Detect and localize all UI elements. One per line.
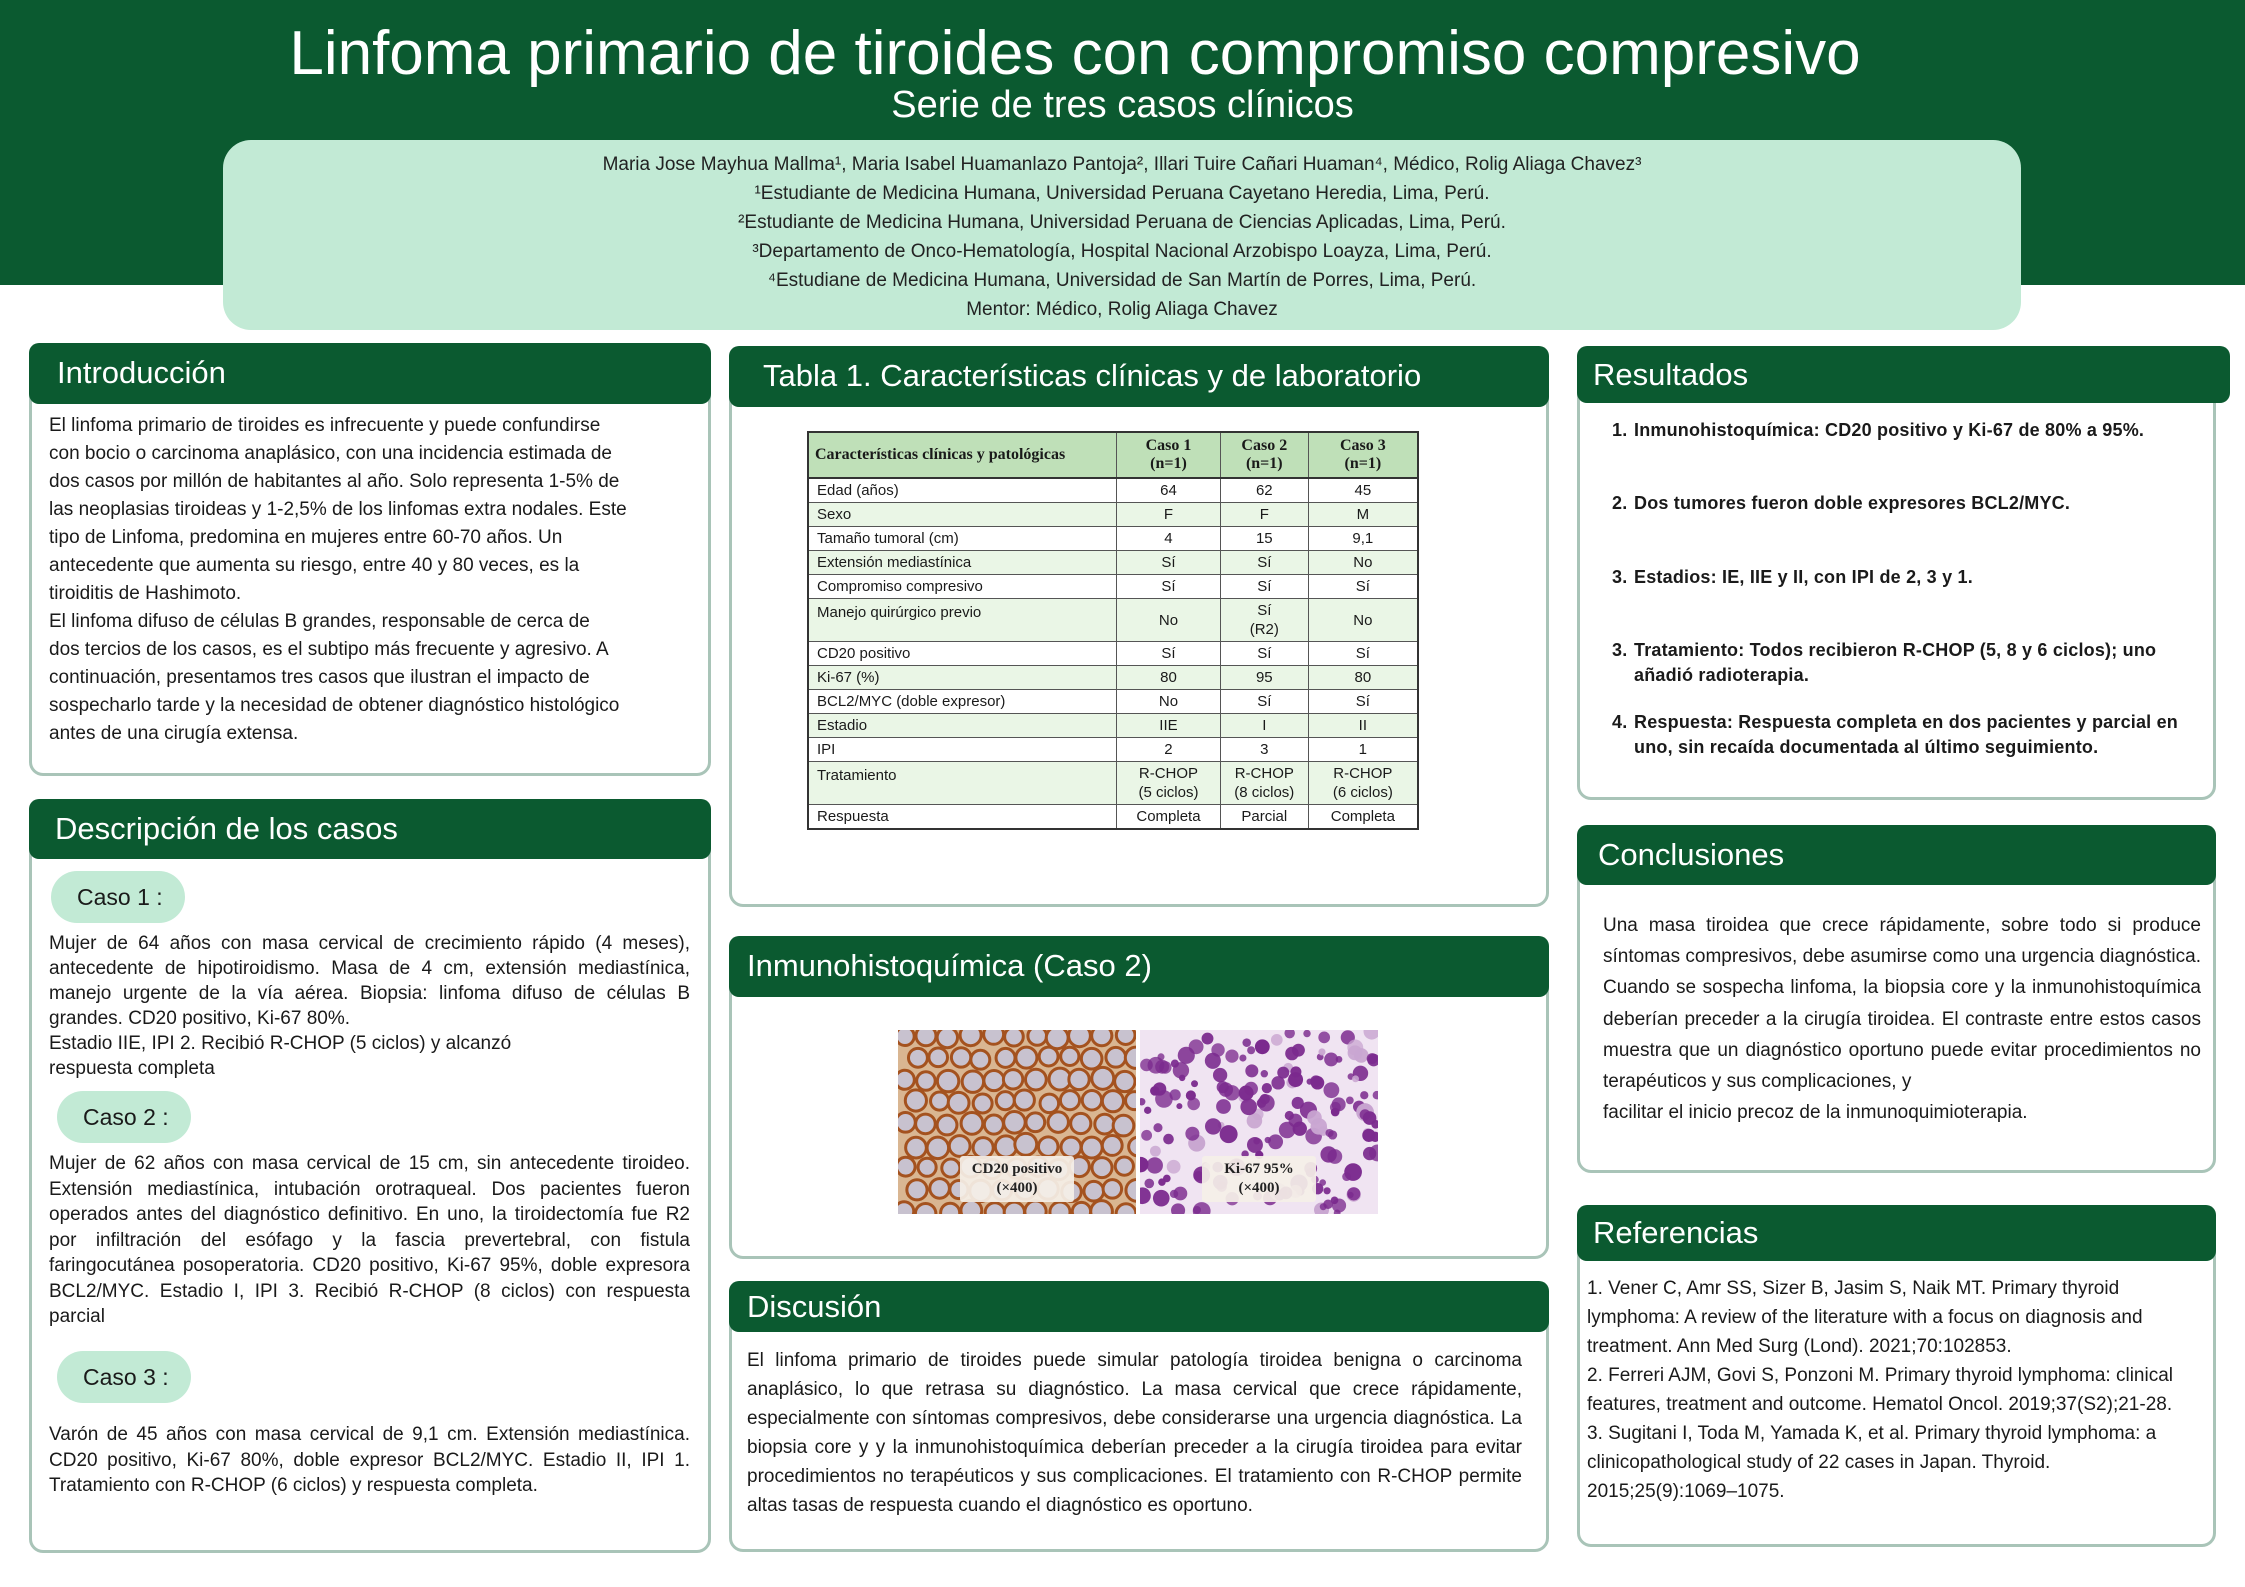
cd20-cell [937,1030,957,1048]
ki67-nucleus [1245,1064,1258,1077]
cd20-cell [898,1113,915,1133]
table-row: Tratamiento R-CHOP (5 ciclos) R-CHOP (8 ciclos) R-CHOP (6 ciclos) [808,762,1418,805]
cd20-cell [1048,1112,1068,1132]
cd20-cell [1040,1094,1059,1113]
ki67-nucleus [1144,1107,1151,1114]
table-col-header: Caso 2 (n=1) [1220,432,1308,478]
poster-subtitle: Serie de tres casos clínicos [891,84,1354,126]
ki67-nucleus [1346,1097,1354,1105]
ki67-nucleus [1147,1157,1163,1173]
cd20-cell [1072,1202,1090,1214]
ki67-nucleus [1360,1109,1371,1120]
affiliation-3: ³Departamento de Onco-Hematología, Hospital Nacional Arzobispo Loayza, Lima, Perú. [752,241,1492,262]
ki67-nucleus [1268,1134,1283,1149]
table-row: Sexo F F M [808,503,1418,527]
cd20-cell [996,1092,1014,1110]
cd20-cell [905,1090,926,1111]
ki67-nucleus [1311,1118,1327,1134]
cd20-cell [898,1202,914,1214]
ki67-nucleus [1293,1121,1307,1135]
cd20-cell [1084,1181,1104,1201]
ki67-nucleus [1167,1160,1181,1174]
table-col-header: Caso 3 (n=1) [1308,432,1418,478]
cd20-cell [916,1030,936,1046]
conclusions-closing-line: facilitar el inicio precoz de la inmunoquimioterapia. [1603,1102,2028,1124]
intro-heading: Introducción [29,343,711,404]
cd20-cell [1092,1067,1114,1089]
ki67-nucleus [1347,1192,1353,1198]
authors-line: Maria Jose Mayhua Mallma¹, Maria Isabel Huamanlazo Pantoja², Illari Tuire Cañari Huaman⁴, Médico, Rolig Aliaga Chavez³ [602,154,1642,175]
conclusions-paragraph: Una masa tiroidea que crece rápidamente, sobre todo si produce síntomas compresivos, debe asumirse como una urgencia diagnóstica. Cuando se sospecha linfoma, la biopsia core y la inmunohistoquímica deberían preceder a la cirugía tiroidea. El contraste entre estos casos muestra que un diagnóstico oportuno puede evitar procedimientos no terapéuticos y sus complicaciones, y [1603,915,2201,1093]
intro-line: El linfoma difuso de células B grandes, responsable de cerca de [49,611,590,632]
cases-heading: Descripción de los casos [29,799,711,859]
ki67-nucleus [1292,1044,1305,1057]
cd20-cell [1025,1069,1046,1090]
cd20-cell [1102,1136,1122,1156]
discussion-heading: Discusión [729,1281,1549,1332]
intro-line: antecedente que aumenta su riesgo, entre 40 y 80 veces, es la [49,555,580,576]
ki67-micrograph [1140,1030,1378,1214]
reference-item: 2. Ferreri AJM, Govi S, Ponzoni M. Primary thyroid lymphoma: clinical features, treatment and outcome. Hematol Oncol. 2019;37(S2);21-28. [1587,1365,2174,1415]
caso-1-pill: Caso 1 : [51,871,185,923]
table-row: Extensión mediastínica Sí Sí No [808,551,1418,575]
caso-1-line-2: Estadio IIE, IPI 2. Recibió R-CHOP (5 ciclos) y alcanzó [49,1033,512,1054]
cd20-cell [973,1138,993,1158]
cd20-cell [961,1112,983,1134]
caso-1-paragraph: Mujer de 64 años con masa cervical de crecimiento rápido (4 meses), antecedente de hipotiroidismo. Masa de 4 cm, extensión mediastínica, manejo urgente de la vía aérea. Biopsia: linfoma difuso de células B grandes. CD20 positivo, Ki-67 80%. [49,933,690,1029]
ki67-nucleus [1373,1091,1378,1100]
ki67-nucleus [1176,1103,1182,1109]
ihc-heading: Inmunohistoquímica (Caso 2) [729,936,1549,997]
ki67-nucleus [1318,1048,1325,1055]
table-row: BCL2/MYC (doble expresor) No Sí Sí [808,690,1418,714]
ki67-nucleus [1216,1099,1231,1114]
cd20-cell [1016,1047,1037,1068]
table-row: Compromiso compresivo Sí Sí Sí [808,575,1418,599]
cd20-cell [984,1070,1004,1090]
ki67-nucleus [1141,1130,1152,1141]
ki67-nucleus [1330,1102,1341,1113]
cd20-cell [1126,1092,1136,1110]
cd20-cell [962,1071,983,1092]
cd20-cell [995,1136,1016,1157]
cd20-cell [1050,1202,1070,1214]
table-row: CD20 positivo Sí Sí Sí [808,642,1418,666]
ki67-nucleus [1150,1146,1161,1157]
intro-line: tiroiditis de Hashimoto. [49,583,242,604]
table-row: Estadio IIE I II [808,714,1418,738]
results-item: 3. Estadios: IE, IIE y II, con IPI de 2, 3 y 1. [1612,567,1973,587]
cd20-cell [898,1157,915,1176]
ki67-nucleus [1178,1047,1195,1064]
ki67-nucleus [1239,1086,1254,1101]
cd20-caption-title: CD20 positivo [971,1161,1063,1177]
ki67-nucleus [1319,1179,1326,1186]
cd20-cell [1116,1030,1135,1044]
intro-line: sospecharlo tarde y la necesidad de obtener diagnóstico histológico [49,695,620,716]
cd20-cell [1125,1047,1136,1068]
ki67-nucleus [1163,1134,1174,1145]
ki67-nucleus [1277,1067,1289,1079]
ki67-nucleus [1155,1090,1173,1108]
affiliation-4: ⁴Estudiane de Medicina Humana, Universidad de San Martín de Porres, Lima, Perú. [767,270,1477,291]
cd20-cell [984,1115,1003,1134]
cd20-cell [898,1030,914,1045]
intro-text [49,412,699,748]
references-heading: Referencias [1577,1205,2216,1261]
ki67-nucleus [1219,1082,1234,1097]
caso-2-text: Mujer de 62 años con masa cervical de 15 cm, sin antecedente tiroideo. Extensión mediastínica, intubación orotraqueal. Dos pacientes fueron operados antes del diagnóstico definitivo. En uno, la tiroidectomía fue R2 por infiltración del esófago y la fascia prevertebral, con fistula faringocutánea posoperatoria. CD20 positivo, Ki-67 95%, doble expresora BCL2/MYC. Estadio I, IPI 3. Recibió R-CHOP (8 ciclos) con respuesta parcial [49,1153,690,1327]
ki67-nucleus [1193,1206,1201,1214]
ki67-nucleus [1239,1054,1246,1061]
ki67-nucleus [1271,1034,1283,1046]
cd20-cell [1113,1115,1134,1136]
ki67-nucleus [1352,1075,1359,1082]
discussion-text: El linfoma primario de tiroides puede simular patología tiroidea benigna o carcinoma anaplásico, lo que retrasa su diagnóstico. La masa cervical que crece rápidamente, especialmente con síntomas compresivos, debe considerarse una urgencia diagnóstica. La biopsia core y y la inmunohistoquímica deberían preceder a la cirugía tiroidea para evitar procedimientos no terapéuticos y sus complicaciones. El tratamiento con R-CHOP permite altas tasas de respuesta cuando el diagnóstico es oportuno. [747,1350,1522,1516]
intro-line: las neoplasias tiroideas y 1-2,5% de los linfomas extra nodales. Este [49,499,627,520]
intro-line: El linfoma primario de tiroides es infrecuente y puede confundirse [49,415,601,436]
ki67-nucleus [1247,1046,1255,1054]
cd20-cell [908,1048,927,1067]
cd20-cell [916,1114,936,1134]
cd20-cell [1061,1047,1079,1065]
ki67-nucleus [1144,1179,1154,1189]
cd20-caption [960,1156,1074,1202]
ki67-nucleus [1140,1187,1151,1204]
reference-item: 1. Vener C, Amr SS, Sizer B, Jasim S, Naik MT. Primary thyroid lymphoma: A review of the literature with a focus on diagnosis and treatment. Ann Med Surg (Lond). 2021;70:102853. [1587,1278,2143,1357]
ki67-nucleus [1320,1146,1336,1162]
cd20-cell [1095,1114,1115,1134]
ki67-nucleus [1362,1129,1375,1142]
cd20-cell [985,1203,1004,1214]
cd20-cell [960,1030,981,1046]
cd20-cell [937,1070,958,1091]
caso-2-pill: Caso 2 : [57,1091,191,1143]
cd20-cell [1092,1030,1112,1046]
ki67-nucleus [1323,1199,1333,1209]
caso-3-pill: Caso 3 : [57,1351,191,1403]
intro-line: dos tercios de los casos, es el subtipo más frecuente y agresivo. A [49,639,609,660]
ki67-nucleus [1240,1099,1257,1116]
conclusions-heading: Conclusiones [1577,825,2216,885]
ki67-nucleus [1323,1082,1339,1098]
affiliation-1: ¹Estudiante de Medicina Humana, Universidad Peruana Cayetano Heredia, Lima, Perú. [754,183,1490,204]
cd20-cell [1129,1137,1136,1156]
results-item: 2. Dos tumores fueron doble expresores BCL2/MYC. [1612,493,2071,513]
results-item: 3. Tratamiento: Todos recibieron R-CHOP (5, 8 y 6 ciclos); uno añadió radioterapia. [1612,640,2157,685]
cd20-cell [942,1159,960,1177]
ki67-nucleus [1191,1080,1198,1087]
table-col-header: Características clínicas y patológicas [808,432,1117,478]
cd20-cell [1116,1204,1136,1214]
ki67-nucleus [1148,1057,1165,1074]
ki67-nucleus [1284,1030,1294,1038]
ki67-nucleus [1347,1040,1363,1056]
cd20-cell [929,1048,948,1067]
cd20-cell [1004,1202,1024,1214]
caso-1-text [49,931,690,1081]
cd20-cell [1060,1091,1079,1110]
table-col-header: Caso 1 (n=1) [1117,432,1221,478]
cd20-cell [973,1094,992,1113]
cd20-cell [1038,1137,1058,1157]
cd20-cell [1081,1137,1102,1158]
caso-3-text: Varón de 45 años con masa cervical de 9,1 cm. Extensión mediastínica. CD20 positivo, Ki-67 80%, doble expresor BCL2/MYC. Estadio II, IPI 1. Tratamiento con R-CHOP (6 ciclos) y respuesta completa. [49,1424,690,1496]
ki67-nucleus [1202,1033,1214,1045]
cd20-cell [1071,1113,1091,1133]
ki67-nucleus [1262,1083,1272,1093]
references-list [1587,1274,2197,1506]
ki67-nucleus [1225,1049,1238,1062]
intro-line: antes de una cirugía extensa. [49,723,299,744]
ki67-caption-title: Ki-67 95% [1224,1161,1294,1177]
intro-line: dos casos por millón de habitantes al año. Solo representa 1-5% de [49,471,620,492]
cd20-caption-magnification: (×400) [996,1180,1038,1196]
ki67-nucleus [1255,1039,1270,1054]
poster-title: Linfoma primario de tiroides con compromiso compresivo [289,19,1861,88]
cd20-cell [1081,1048,1102,1069]
ki67-nucleus [1325,1129,1333,1137]
ki67-nucleus [1140,1098,1145,1105]
cd20-cell [971,1050,990,1069]
ki67-nucleus [1324,1052,1338,1066]
ki67-nucleus [1258,1095,1275,1112]
ki67-nucleus [1171,1060,1179,1068]
table-heading: Tabla 1. Características clínicas y de laboratorio [729,346,1549,407]
cd20-cell [930,1179,950,1199]
caso-1-line-3: respuesta completa [49,1058,215,1079]
intro-line: continuación, presentamos tres casos que ilustran el impacto de [49,667,590,688]
cd20-cell [918,1158,936,1176]
reference-item: 3. Sugitani I, Toda M, Yamada K, et al. Primary thyroid lymphoma: a clinicopathological study of 22 cases in Japan. Thyroid. 2015;25(9):1069–1075. [1587,1423,2157,1502]
ki67-nucleus [1360,1091,1368,1099]
results-item: 4. Respuesta: Respuesta completa en dos pacientes y parcial en uno, sin recaída documentada al último seguimiento. [1612,712,2178,757]
ki67-nucleus [1185,1127,1199,1141]
ki67-nucleus [1153,1190,1170,1207]
cd20-cell [906,1137,927,1158]
cd20-cell [1014,1090,1034,1110]
cd20-cell [949,1136,970,1157]
cd20-cell [927,1137,949,1159]
ki67-nucleus [1220,1125,1238,1143]
ki67-nucleus [1323,1187,1330,1194]
ihc-figure [898,1030,1380,1214]
conclusions-text [1603,910,2201,1128]
authors-box [223,140,2021,330]
table-row: Tamaño tumoral (cm) 4 15 9,1 [808,527,1418,551]
table-row: Manejo quirúrgico previo No Sí (R2) No [808,599,1418,642]
cd20-cell [1004,1112,1026,1134]
ki67-nucleus [1205,1053,1221,1069]
cd20-cell [1115,1157,1133,1175]
ki67-nucleus [1364,1030,1378,1040]
cd20-cell [1103,1180,1122,1199]
ki67-nucleus [1342,1172,1351,1181]
ki67-nucleus [1140,1157,1148,1173]
ki67-nucleus [1205,1118,1221,1134]
intro-line: tipo de Linfoma, predomina en mujeres entre 60-70 años. Un [49,527,563,548]
ki67-caption [1202,1156,1316,1202]
cd20-cell [1028,1030,1047,1045]
cd20-cell [941,1203,960,1214]
ki67-nucleus [1242,1038,1251,1047]
cd20-cell [951,1048,970,1067]
ki67-nucleus [1318,1032,1330,1044]
cd20-cell [1115,1071,1135,1091]
ki67-nucleus [1303,1030,1310,1037]
ki67-nucleus [1158,1178,1166,1186]
cd20-cell [1061,1137,1081,1157]
cd20-cell [917,1072,936,1091]
cd20-cell [931,1092,949,1110]
cd20-cell [1015,1133,1037,1155]
ki67-nucleus [1247,1137,1263,1153]
ki67-nucleus [1213,1068,1227,1082]
cd20-cell [898,1070,914,1089]
cd20-cell [1091,1201,1113,1214]
cd20-cell [961,1200,982,1214]
ki67-nucleus [1187,1098,1200,1111]
ki67-nucleus [1261,1070,1268,1077]
table-row: Respuesta Completa Parcial Completa [808,805,1418,830]
cd20-cell [1082,1091,1101,1110]
affiliation-2: ²Estudiante de Medicina Humana, Universidad Peruana de Ciencias Aplicadas, Lima, Perú. [738,212,1506,233]
cd20-cell [1025,1201,1046,1214]
cd20-cell [1005,1030,1024,1046]
table-row: Edad (años) 64 62 45 [808,478,1418,503]
cd20-cell [1069,1069,1089,1089]
cd20-cell [1039,1047,1058,1066]
ki67-nucleus [1290,1066,1301,1077]
cd20-cell [1092,1158,1112,1178]
results-item: 1. Inmunohistoquímica: CD20 positivo y Ki-67 de 80% a 95%. [1612,420,2145,440]
cd20-cell [1106,1047,1126,1067]
cd20-cell [984,1030,1004,1044]
cd20-cell [996,1048,1015,1067]
ki67-nucleus [1171,1203,1185,1214]
cd20-cell [1069,1030,1091,1047]
ki67-nucleus [1310,1075,1322,1087]
results-heading: Resultados [1577,346,2230,403]
ki67-nucleus [1153,1123,1162,1132]
cd20-cell [937,1115,957,1135]
mentor-line: Mentor: Médico, Rolig Aliaga Chavez [966,299,1278,320]
intro-line: con bocio o carcinoma anaplásico, con una incidencia estimada de [49,443,612,464]
ki67-nucleus [1170,1190,1178,1198]
clinical-table [807,431,1419,830]
cd20-cell [1126,1179,1136,1201]
cd20-cell [915,1203,935,1214]
ki67-caption-magnification: (×400) [1238,1180,1280,1196]
table-row: IPI 2 3 1 [808,738,1418,762]
cd20-cell [1102,1091,1123,1112]
cd20-micrograph [898,1030,1136,1214]
cd20-cell [1026,1113,1045,1132]
cd20-cell [1003,1070,1022,1089]
table-row: Ki-67 (%) 80 95 80 [808,666,1418,690]
cd20-cell [907,1180,927,1200]
cd20-cell [948,1092,969,1113]
